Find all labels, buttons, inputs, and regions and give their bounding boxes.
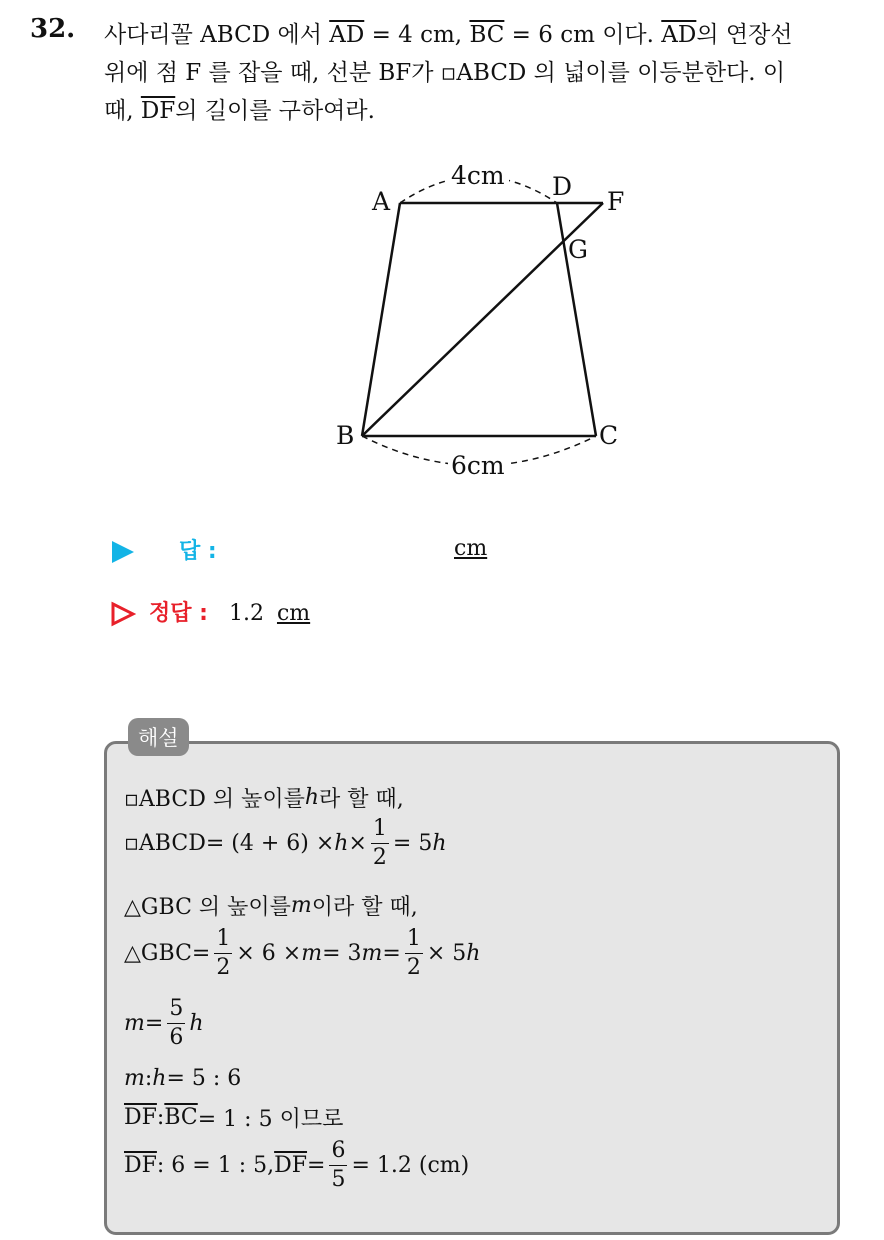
solution-text: = [382,941,401,966]
fraction [371,818,389,869]
segment-df: $\overline{DF}$ [274,1153,308,1178]
denominator: 2 [372,845,387,870]
solution-line-3 [124,890,418,921]
solution-text: : [156,1105,165,1130]
solution-text: = 1.2 (cm) [351,1153,470,1178]
question-text: = 4 cm, [364,22,470,48]
solution-text: = 5 : 6 [166,1066,242,1091]
var-m: m [124,1011,145,1036]
solution-text: = [307,1153,326,1178]
correct-answer-unit: cm [276,601,311,626]
fraction [214,928,232,979]
question-text: 사다리꼴 ABCD 에서 [104,22,330,48]
answer-label: 답 : [179,539,217,564]
solution-tag: 해설 [128,718,189,756]
fraction [167,998,185,1049]
solution-line-6 [124,1066,241,1091]
solution-line-5 [124,998,203,1049]
question-number: 32. [30,14,76,44]
var-h: h [432,831,447,856]
question-text: 때, [104,98,141,124]
question-text: = 6 cm 이다. [504,22,662,48]
segment-ad: $\overline{AD}$ [661,22,697,48]
segment-df: $\overline{DF}$ [124,1105,157,1130]
solution-text: 라 할 때, [319,787,404,812]
segment-df: $\overline{DF}$ [124,1153,157,1178]
var-m: m [290,893,312,918]
solution-text: = 3 [322,941,362,966]
solution-text: × [348,831,367,856]
solution-line-7 [124,1102,343,1133]
solution-text: : [144,1066,153,1091]
question-line-2: 위에 점 F 를 잡을 때, 선분 BF가 ▫ABCD 의 넓이를 이등분한다. 이 [104,60,786,86]
segment-df: $\overline{DF}$ [140,98,176,124]
segment-bf [362,203,603,436]
segment-ad: $\overline{AD}$ [329,22,365,48]
solution-text: = [144,1011,164,1036]
correct-answer-row [110,596,310,627]
answer-row [110,534,217,565]
solution-line-8 [124,1140,469,1191]
vertex-label-a: A [372,187,391,216]
denominator: 2 [216,955,231,980]
solution-text: ▫ABCD= (4 + 6) × [124,831,335,856]
var-h: h [304,785,320,810]
fraction [329,1140,347,1191]
solution-text: 이라 할 때, [311,895,418,920]
point-label-g: G [568,235,588,264]
answer-unit: cm [454,536,488,561]
solution-text: = 5 [392,831,433,856]
numerator: 1 [405,928,423,954]
vertex-label-b: B [336,421,355,450]
numerator: 1 [371,818,389,844]
outline-triangle-icon [110,601,136,627]
segment-bc: $\overline{BC}$ [469,22,505,48]
solution-text: = 1 : 5 이므로 [197,1107,344,1132]
denominator: 6 [169,1025,184,1050]
vertex-label-c: C [599,421,619,450]
var-h: h [334,831,349,856]
var-m: m [301,941,323,966]
bottom-length-label: 6cm [451,451,505,480]
question-line-3 [104,92,375,125]
numerator: 6 [329,1140,347,1166]
trapezoid-figure [330,158,640,488]
solution-text: × 6 × [236,941,302,966]
solution-text: ▫ABCD 의 높이를 [124,787,305,812]
numerator: 5 [167,998,185,1024]
solution-line-2 [124,818,447,869]
correct-answer-value: 1.2 [228,601,264,626]
solution-line-4 [124,928,480,979]
segment-bc: $\overline{BC}$ [164,1105,198,1130]
correct-answer-label: 정답 : [149,601,208,626]
var-m: m [361,941,383,966]
solution-text: × 5 [426,941,467,966]
denominator: 2 [406,955,421,980]
vertex-label-d: D [552,172,573,201]
question-text: 의 연장선 [696,22,793,48]
vertex-label-f: F [607,187,625,216]
top-length-label: 4cm [451,161,505,190]
var-h: h [152,1066,167,1091]
solution-text: △GBC= [124,941,211,966]
solution-text: △GBC 의 높이를 [124,895,291,920]
solution-line-1 [124,782,404,813]
play-triangle-icon [110,539,136,565]
side-ab [362,203,400,436]
denominator: 5 [331,1167,346,1192]
var-h: h [189,1011,204,1036]
solution-text: : 6 = 1 : 5, [156,1153,275,1178]
fraction [405,928,423,979]
numerator: 1 [214,928,232,954]
var-m: m [124,1066,145,1091]
question-text: 의 길이를 구하여라. [175,98,375,124]
question-line-1 [104,16,793,49]
var-h: h [466,941,481,966]
